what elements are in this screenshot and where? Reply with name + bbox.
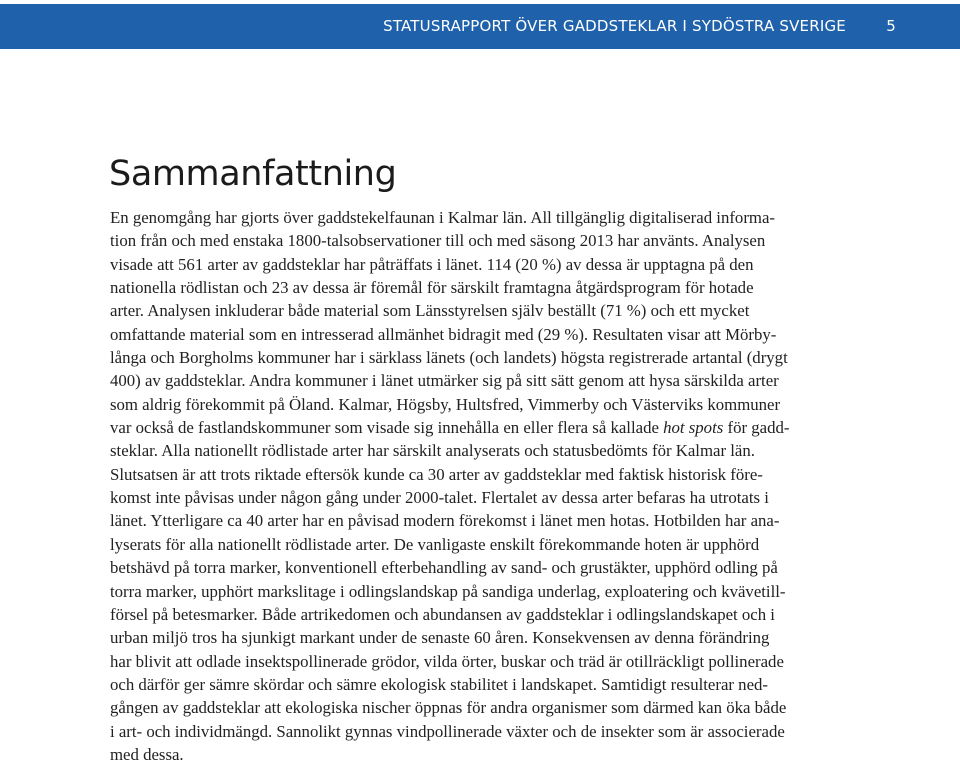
text-line: visade att 561 arter av gaddsteklar har påträffats i länet. 114 (20 %) av dessa är upptagna på den	[110, 254, 754, 274]
text-line: i art- och individmängd. Sannolikt gynnas vindpollinerade växter och de insekter som är associerade	[110, 721, 785, 741]
text-line: försel på betesmarker. Både artrikedomen och abundansen av gaddsteklar i odlingslandskapet och i	[110, 604, 775, 624]
text-line: betshävd på torra marker, konventionell efterbehandling av sand- och grustäkter, upphörd odling på	[110, 558, 778, 578]
text-line: lyserats för alla nationellt rödlistade arter. De vanligaste enskilt förekommande hoten är upphörd	[110, 534, 760, 554]
text-line: Slutsatsen är att trots riktade eftersök kunde ca 30 arter av gaddsteklar med faktisk historisk före-	[110, 464, 763, 484]
running-header	[0, 4, 960, 49]
text-line: länet. Ytterligare ca 40 arter har en påvisad modern förekomst i länet men hotas. Hotbilden har ana-	[110, 511, 780, 531]
text-line: tion från och med enstaka 1800-talsobservationer till och med säsong 2013 har använts. Analysen	[110, 231, 766, 251]
emphasized-term: hot spots	[663, 418, 724, 438]
page-number: 5	[886, 17, 896, 35]
text-line: steklar. Alla nationellt rödlistade arter har särskilt analyserats och statusbedömts för Kalmar län.	[110, 441, 755, 461]
text-line: gången av gaddsteklar att ekologiska nischer öppnas för andra organismer som därmed kan öka både	[110, 698, 787, 718]
text-line	[110, 416, 845, 439]
summary-paragraph	[110, 206, 845, 766]
text-line: 400) av gaddsteklar. Andra kommuner i länet utmärker sig på sitt sätt genom att hysa särskilda arter	[110, 371, 779, 391]
text-segment: för gadd-	[723, 418, 790, 438]
header-title: STATUSRAPPORT ÖVER GADDSTEKLAR I SYDÖSTRA SVERIGE	[383, 17, 846, 35]
text-line: omfattande material som en intresserad allmänhet bidragit med (29 %). Resultaten visar att Mörby-	[110, 324, 777, 344]
text-segment: var också de fastlandskommuner som visade sig innehålla en eller flera så kallade	[110, 418, 664, 438]
text-line: arter. Analysen inkluderar både material som Länsstyrelsen själv beställt (71 %) och ett mycket	[110, 301, 750, 321]
section-heading: Sammanfattning	[109, 154, 397, 194]
text-line: har blivit att odlade insektspollinerade grödor, vilda örter, buskar och träd är otillräckligt pollinerade	[110, 651, 784, 671]
text-line: långa och Borgholms kommuner har i särklass länets (och landets) högsta registrerade artantal (drygt	[110, 348, 788, 368]
text-line: urban miljö tros ha sjunkigt markant under de senaste 60 åren. Konsekvensen av denna förändring	[110, 628, 770, 648]
text-line: som aldrig förekommit på Öland. Kalmar, Högsby, Hultsfred, Vimmerby och Västerviks kommuner	[110, 394, 781, 414]
text-line: komst inte påvisas under någon gång under 2000-talet. Flertalet av dessa arter befaras ha utrotats i	[110, 488, 769, 508]
text-line: torra marker, upphört markslitage i odlingslandskap på sandiga underlag, exploatering och kvävetill-	[110, 581, 786, 601]
text-line: En genomgång har gjorts över gaddstekelfaunan i Kalmar län. All tillgänglig digitaliserad informa-	[110, 208, 776, 227]
text-line: med dessa.	[110, 744, 184, 764]
text-line: och därför ger sämre skördar och sämre ekologisk stabilitet i landskapet. Samtidigt resulterar ned-	[110, 674, 768, 694]
text-line: nationella rödlistan och 23 av dessa är föremål för särskilt framtagna åtgärdsprogram för hotade	[110, 278, 754, 298]
